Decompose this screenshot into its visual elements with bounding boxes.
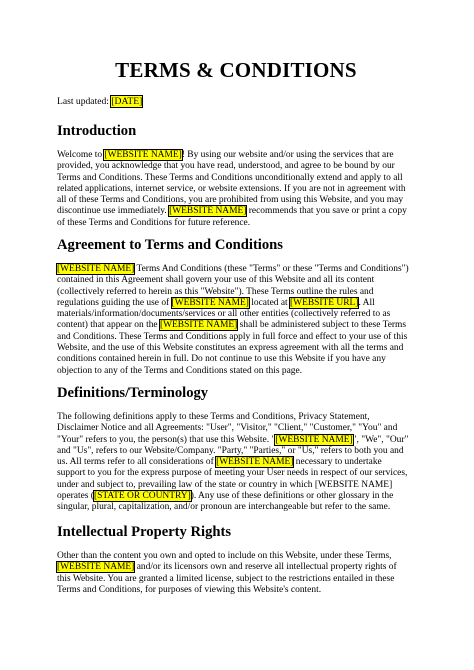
text-run: . All bbox=[358, 297, 375, 308]
text-line bbox=[57, 446, 415, 457]
section-body-intellectual-property bbox=[57, 551, 415, 596]
section-body-introduction bbox=[57, 150, 415, 229]
text-run: and/or its licensors own and reserve all intellectual property rights of bbox=[134, 562, 397, 573]
text-run: Terms and Conditions, for purposes of viewing this Website's content. bbox=[57, 584, 322, 595]
section-heading-introduction: Introduction bbox=[57, 123, 137, 139]
last-updated-label: Last updated: bbox=[57, 96, 109, 107]
text-line bbox=[57, 161, 415, 172]
text-line bbox=[57, 332, 415, 343]
text-run: under and subject to, prevailing law of the state or country in which [WEBSITE NAME] bbox=[57, 479, 393, 490]
text-line bbox=[57, 423, 415, 434]
text-line bbox=[57, 354, 415, 365]
placeholder-highlight: [WEBSITE NAME] bbox=[216, 457, 294, 468]
placeholder-highlight: [WEBSITE NAME] bbox=[169, 206, 247, 217]
text-line bbox=[57, 502, 415, 513]
text-run: and Conditions. These Terms and Conditions apply in full force and effect to your use of this bbox=[57, 331, 408, 342]
text-line bbox=[57, 195, 415, 206]
text-run: Website, and the use of this Website constitutes an express agreement with all the terms and bbox=[57, 343, 404, 354]
text-line bbox=[57, 275, 415, 286]
text-run: ! By using our website and/or using the services that are bbox=[181, 150, 394, 160]
text-run: ). Any use of these definitions or other glossary in the bbox=[190, 491, 394, 502]
placeholder-highlight: [WEBSITE NAME] bbox=[57, 264, 135, 274]
text-run: The following definitions apply to these Terms and Conditions, Privacy Statement, bbox=[57, 412, 370, 422]
text-run: materials/information/documents/services or all other entities (collectively referred to as bbox=[57, 309, 391, 320]
text-line bbox=[57, 206, 415, 217]
text-line bbox=[57, 298, 415, 309]
text-line bbox=[57, 309, 415, 320]
text-line bbox=[57, 551, 415, 562]
text-run: recommends that you save or print a copy bbox=[246, 206, 407, 217]
section-body-definitions bbox=[57, 412, 415, 514]
section-heading-agreement: Agreement to Terms and Conditions bbox=[57, 237, 283, 253]
text-run: "Your" refers to you, the person(s) that use this Website. " bbox=[57, 434, 276, 445]
text-run: necessary to undertake bbox=[293, 457, 382, 468]
last-updated bbox=[57, 96, 142, 107]
text-run: support to you for the express purpose of meeting your User needs in respect of our services, bbox=[57, 468, 408, 479]
text-line bbox=[57, 491, 415, 502]
text-run: Welcome to bbox=[57, 150, 105, 160]
document-title: TERMS & CONDITIONS bbox=[115, 58, 357, 82]
text-run: conditions contained herein in full. Do not continue to use this Website if you have any bbox=[57, 354, 386, 365]
text-line bbox=[57, 320, 415, 331]
text-line bbox=[57, 435, 415, 446]
section-heading-intellectual-property: Intellectual Property Rights bbox=[57, 524, 232, 540]
placeholder-highlight: [WEBSITE NAME] bbox=[57, 562, 135, 573]
text-line bbox=[57, 585, 415, 596]
text-line bbox=[57, 468, 415, 479]
text-run: regulations guiding the use of bbox=[57, 297, 172, 308]
text-line bbox=[57, 412, 415, 423]
text-run: discontinue use immediately. bbox=[57, 206, 170, 217]
text-line bbox=[57, 343, 415, 354]
text-run: Terms And Conditions (these "Terms" or these "Terms and Conditions") bbox=[134, 264, 409, 274]
text-run: contained in this Agreement shall govern your use of this Website and all its content bbox=[57, 275, 375, 286]
text-run: singular, plural, capitalization, and/or pronoun are interchangeable but refer to the same. bbox=[57, 502, 391, 513]
text-run: related applications, internet service, or website extensions. If you are not in agreement with bbox=[57, 183, 406, 194]
section-body-agreement bbox=[57, 264, 415, 377]
text-run: objection to any of the Terms and Conditions stated on this page. bbox=[57, 365, 303, 376]
text-run: us. All terms refer to all considerations of bbox=[57, 457, 217, 468]
text-line bbox=[57, 184, 415, 195]
text-run: located at bbox=[248, 297, 291, 308]
text-run: Disclaimer Notice and all Agreements: "User", "Visitor," "Client," "Customer," "You" and bbox=[57, 423, 398, 434]
text-run: operates ( bbox=[57, 491, 94, 502]
section-heading-definitions: Definitions/Terminology bbox=[57, 385, 209, 401]
text-line bbox=[57, 574, 415, 585]
text-line bbox=[57, 480, 415, 491]
text-run: this Website. You are granted a limited license, subject to the restrictions entailed in these bbox=[57, 573, 395, 584]
last-updated-value: [DATE] bbox=[111, 96, 143, 107]
text-line bbox=[57, 562, 415, 573]
placeholder-highlight: [WEBSITE NAME] bbox=[171, 297, 249, 308]
text-run: all of these Terms and Conditions, you are prohibited from using this Website, and you may bbox=[57, 195, 404, 206]
text-run: provided, you acknowledge that you have read, understood, and agree to be bound by our bbox=[57, 161, 395, 172]
text-run: (collectively referred to herein as this "Website"). These Terms outline the rules and bbox=[57, 286, 374, 297]
placeholder-highlight: [WEBSITE NAME] bbox=[275, 434, 353, 445]
text-run: shall be administered subject to these Terms bbox=[237, 320, 407, 331]
text-line bbox=[57, 173, 415, 184]
placeholder-highlight: [WEBSITE NAME] bbox=[159, 320, 238, 331]
text-run: of these Terms and Conditions for future reference. bbox=[57, 217, 251, 228]
text-line bbox=[57, 366, 415, 377]
text-line bbox=[57, 287, 415, 298]
text-run: Other than the content you own and opted to include on this Website, under these Terms, bbox=[57, 551, 392, 561]
text-run: Terms and Conditions. These Terms and Conditions unconditionally extend and apply to all bbox=[57, 172, 403, 183]
text-line bbox=[57, 457, 415, 468]
text-line bbox=[57, 218, 415, 229]
text-run: and "Us", refers to our Website/Company. "Party," "Parties," or "Us," refers to both you and bbox=[57, 445, 404, 456]
placeholder-highlight: [WEBSITE URL] bbox=[290, 297, 359, 308]
placeholder-highlight: [STATE OR COUNTRY] bbox=[93, 491, 191, 502]
text-line bbox=[57, 150, 415, 161]
text-run: ", "We", "Our" bbox=[352, 434, 409, 445]
text-run: content) that appear on the bbox=[57, 320, 160, 331]
placeholder-highlight: [WEBSITE NAME] bbox=[104, 150, 182, 160]
text-line bbox=[57, 264, 415, 275]
